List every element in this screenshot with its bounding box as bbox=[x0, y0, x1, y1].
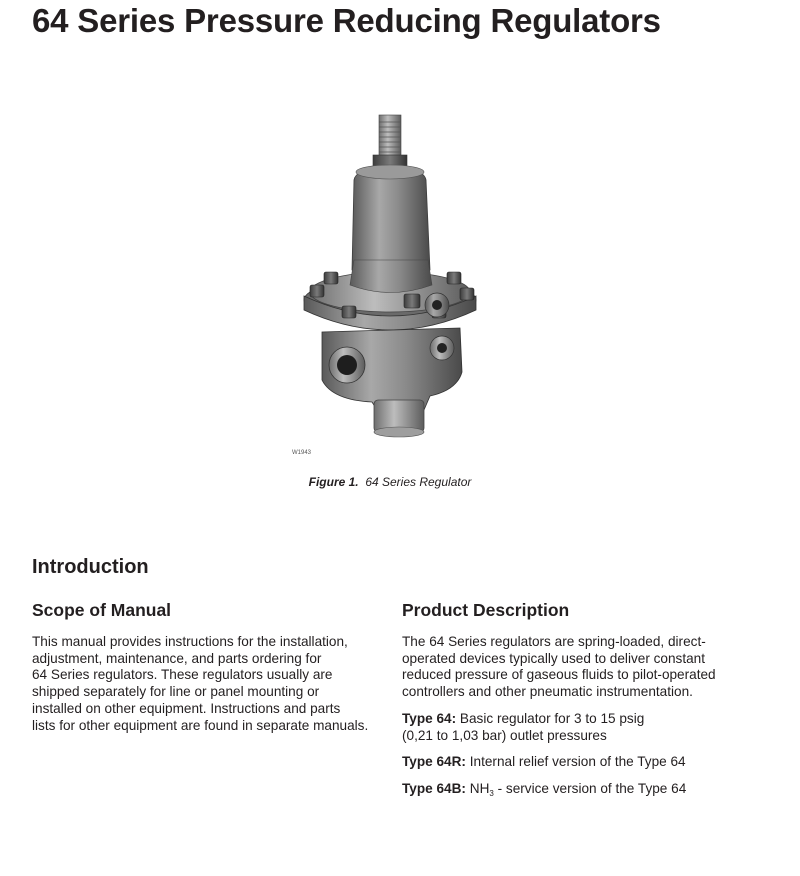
product-line: reduced pressure of gaseous fluids to pilot-operated bbox=[402, 667, 716, 683]
figure-caption bbox=[0, 475, 780, 489]
figure-regulator-image bbox=[292, 110, 492, 440]
type-name: Type 64B: bbox=[402, 780, 466, 796]
scope-heading: Scope of Manual bbox=[32, 600, 172, 620]
type-name: Type 64: bbox=[402, 710, 457, 726]
product-paragraph bbox=[402, 634, 762, 701]
type-text: NH bbox=[465, 780, 490, 796]
figure-code: W1943 bbox=[292, 450, 312, 456]
type-text: Internal relief version of the Type 64 bbox=[465, 754, 686, 770]
scope-of-manual-section bbox=[32, 600, 382, 734]
product-line: The 64 Series regulators are spring-loaded, direct- bbox=[402, 634, 706, 649]
type-text-line2: (0,21 to 1,03 bar) outlet pressures bbox=[402, 727, 607, 743]
scope-line: lists for other equipment are found in separate manuals. bbox=[32, 717, 369, 733]
product-heading: Product Description bbox=[402, 600, 570, 620]
type-64b-item bbox=[402, 781, 762, 798]
product-description-section bbox=[402, 600, 762, 798]
scope-line: This manual provides instructions for the installation, bbox=[32, 634, 348, 649]
scope-line: shipped separately for line or panel mounting or bbox=[32, 684, 320, 700]
type-64r-item bbox=[402, 754, 762, 771]
type-text: Basic regulator for 3 to 15 psig bbox=[456, 710, 645, 726]
type-64-item bbox=[402, 711, 762, 744]
introduction-heading: Introduction bbox=[32, 556, 149, 578]
scope-line: adjustment, maintenance, and parts ordering for bbox=[32, 650, 322, 666]
pressure-regulator-photo-icon bbox=[292, 110, 492, 440]
figure-caption-label: Figure 1. bbox=[308, 475, 359, 489]
scope-line: installed on other equipment. Instructions and parts bbox=[32, 700, 341, 716]
product-line: operated devices typically used to deliver constant bbox=[402, 650, 706, 666]
figure-caption-text: 64 Series Regulator bbox=[365, 475, 472, 489]
type-text-post: - service version of the Type 64 bbox=[493, 780, 687, 796]
scope-line: 64 Series regulators. These regulators usually are bbox=[32, 667, 333, 683]
subscript-3: 3 bbox=[489, 788, 494, 798]
type-name: Type 64R: bbox=[402, 754, 466, 770]
product-line: controllers and other pneumatic instrumentation. bbox=[402, 684, 693, 700]
scope-paragraph bbox=[32, 634, 382, 734]
page-title: 64 Series Pressure Reducing Regulators bbox=[32, 2, 661, 39]
